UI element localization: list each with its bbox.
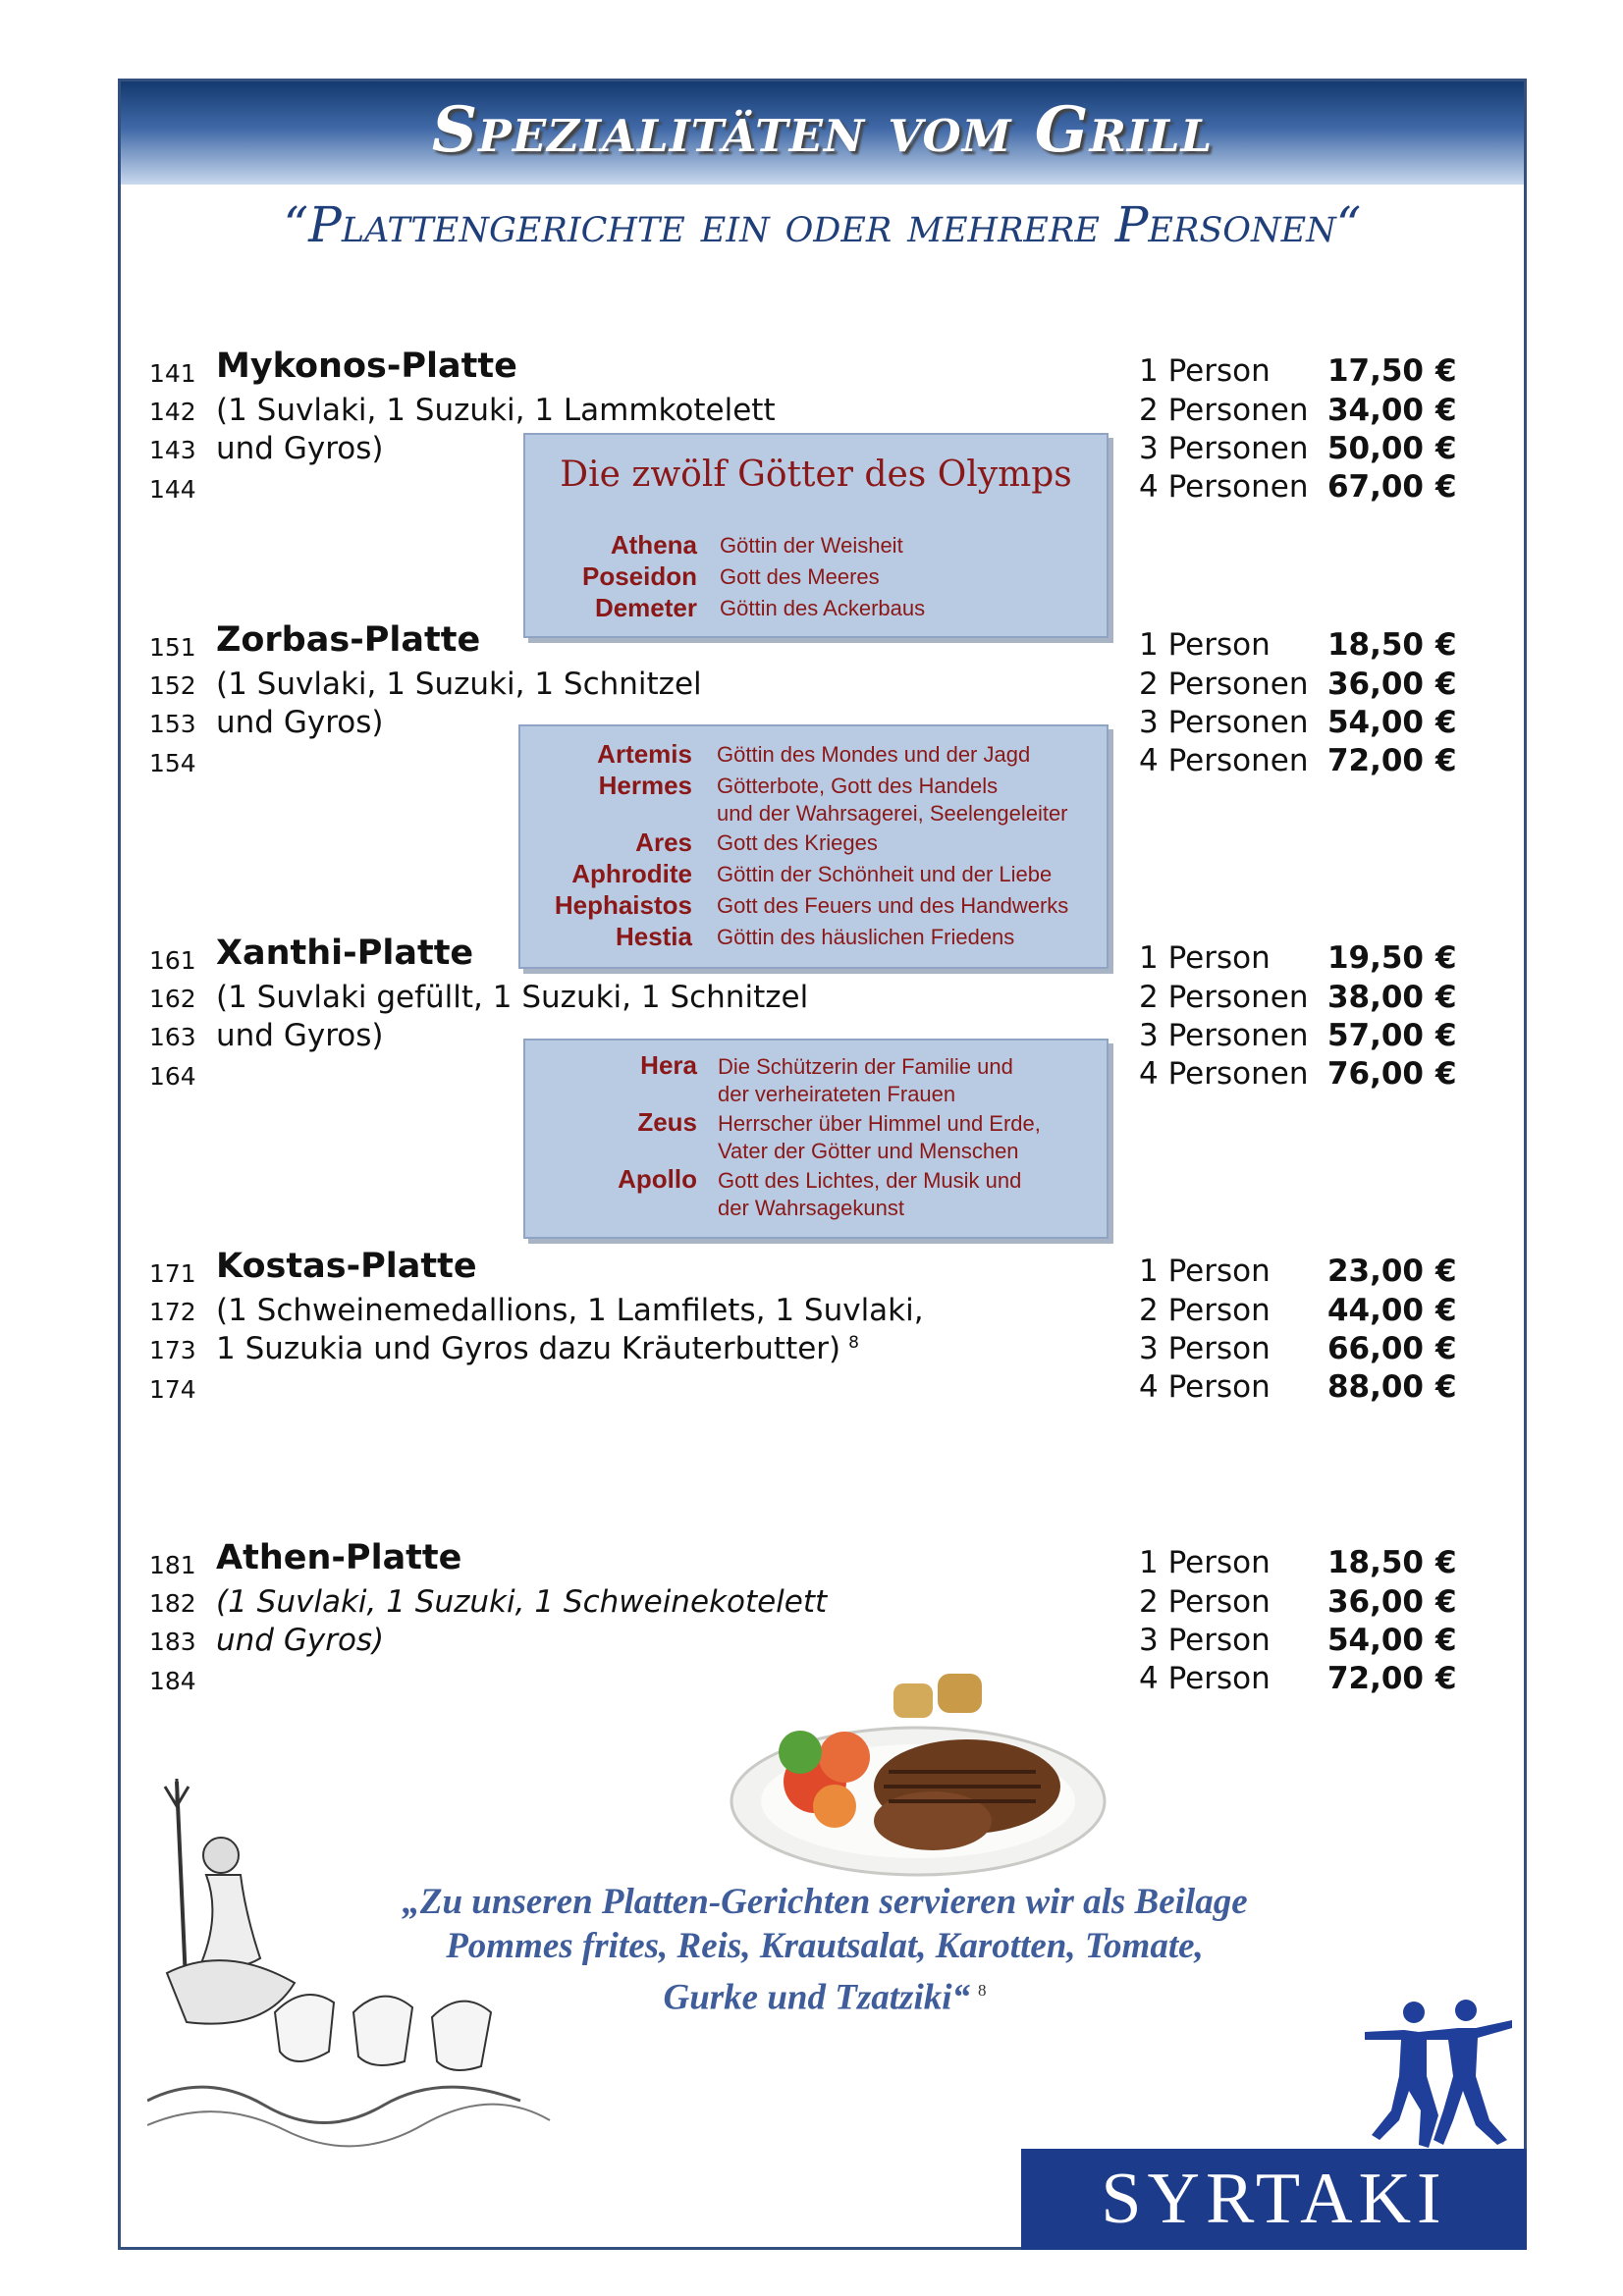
god-name: Artemis	[597, 739, 692, 769]
god-description: der verheirateten Frauen	[718, 1082, 956, 1106]
item-number: 142	[149, 398, 196, 426]
portion-price: 67,00	[1326, 469, 1424, 505]
portion-price: 18,50	[1326, 627, 1424, 663]
god-description: Götterbote, Gott des Handels	[717, 774, 999, 798]
god-name: Zeus	[637, 1107, 697, 1137]
currency-symbol: €	[1435, 1056, 1457, 1092]
portion-price: 54,00	[1326, 705, 1424, 740]
portion-persons: 3 Person	[1139, 1331, 1271, 1366]
side-dishes-line	[353, 1968, 1296, 2019]
item-number: 182	[149, 1589, 196, 1618]
god-name: Hephaistos	[554, 890, 692, 920]
portion-persons: 3 Personen	[1139, 1018, 1309, 1053]
god-description: Gott des Krieges	[717, 830, 878, 855]
item-number: 171	[149, 1259, 196, 1288]
portion-price: 66,00	[1326, 1331, 1424, 1366]
item-number: 153	[149, 710, 196, 738]
currency-symbol: €	[1435, 353, 1457, 389]
portion-price: 54,00	[1326, 1623, 1424, 1658]
portion-price: 72,00	[1326, 1661, 1424, 1696]
god-description: Herrscher über Himmel und Erde,	[718, 1111, 1041, 1136]
god-description: Die Schützerin der Familie und	[718, 1054, 1013, 1079]
page-title: Spezialitäten vom Grill	[431, 93, 1214, 167]
dish-name: Kostas-Platte	[216, 1247, 477, 1286]
item-number: 141	[149, 359, 196, 388]
god-description: Göttin der Schönheit und der Liebe	[717, 862, 1053, 886]
item-number: 162	[149, 985, 196, 1013]
item-number: 174	[149, 1375, 196, 1404]
god-description: Gott des Feuers und des Handwerks	[717, 893, 1069, 918]
portion-price: 57,00	[1326, 1018, 1424, 1053]
dish-description: (1 Suvlaki, 1 Suzuki, 1 Schweinekotelett	[216, 1584, 828, 1620]
dish-description: (1 Suvlaki gefüllt, 1 Suzuki, 1 Schnitzel	[216, 980, 809, 1015]
footnote-marker: 8	[848, 1332, 859, 1353]
syrtaki-logo	[1021, 2149, 1527, 2250]
item-number: 151	[149, 633, 196, 662]
god-name: Hermes	[598, 771, 692, 800]
dish-description: (1 Suvlaki, 1 Suzuki, 1 Lammkotelett	[216, 393, 776, 428]
portion-persons: 2 Personen	[1139, 393, 1309, 428]
currency-symbol: €	[1435, 1584, 1457, 1620]
dish-description: und Gyros)	[216, 705, 384, 740]
portion-price: 19,50	[1326, 940, 1424, 976]
gods-info-box-3	[523, 1039, 1109, 1239]
portion-price: 23,00	[1326, 1254, 1424, 1289]
grill-plate-image	[722, 1664, 1114, 1890]
currency-symbol: €	[1435, 1623, 1457, 1658]
item-number: 172	[149, 1298, 196, 1326]
portion-persons: 1 Person	[1139, 627, 1271, 663]
gods-info-box-2	[518, 724, 1109, 969]
portion-persons: 1 Person	[1139, 940, 1271, 976]
portion-price: 76,00	[1326, 1056, 1424, 1092]
dish-description: und Gyros)	[216, 1623, 385, 1658]
portion-persons: 4 Personen	[1139, 1056, 1309, 1092]
portion-price: 36,00	[1326, 667, 1424, 702]
currency-symbol: €	[1435, 667, 1457, 702]
currency-symbol: €	[1435, 940, 1457, 976]
portion-persons: 3 Person	[1139, 1623, 1271, 1658]
currency-symbol: €	[1435, 1545, 1457, 1580]
portion-persons: 4 Person	[1139, 1661, 1271, 1696]
dish-name: Mykonos-Platte	[216, 347, 517, 386]
portion-price: 36,00	[1326, 1584, 1424, 1620]
portion-price: 44,00	[1326, 1293, 1424, 1328]
gods-info-box-1	[523, 433, 1109, 638]
side-dishes-note	[353, 1880, 1296, 2019]
currency-symbol: €	[1435, 1018, 1457, 1053]
currency-symbol: €	[1435, 469, 1457, 505]
currency-symbol: €	[1435, 1293, 1457, 1328]
currency-symbol: €	[1435, 1661, 1457, 1696]
dish-description: (1 Schweinemedallions, 1 Lamfilets, 1 Suvlaki,	[216, 1293, 924, 1328]
god-name: Ares	[635, 828, 692, 857]
currency-symbol: €	[1435, 1369, 1457, 1405]
item-number: 173	[149, 1336, 196, 1364]
dish-description	[216, 1331, 859, 1366]
god-name: Aphrodite	[571, 859, 692, 888]
side-dishes-line: Pommes frites, Reis, Krautsalat, Karotten, Tomate,	[446, 1926, 1204, 1966]
dish-name: Athen-Platte	[216, 1538, 462, 1577]
dancers-icon	[1360, 1993, 1517, 2150]
item-number: 181	[149, 1551, 196, 1579]
god-description: Göttin des Ackerbaus	[720, 596, 926, 620]
currency-symbol: €	[1435, 431, 1457, 466]
portion-price: 34,00	[1326, 393, 1424, 428]
dish-description-text: 1 Suzukia und Gyros dazu Kräuterbutter)	[216, 1331, 841, 1366]
god-name: Hera	[640, 1050, 697, 1080]
god-name: Apollo	[618, 1164, 697, 1194]
god-description: Gott des Lichtes, der Musik und	[718, 1168, 1022, 1193]
portion-price: 88,00	[1326, 1369, 1424, 1405]
side-dishes-text: Gurke und Tzatziki“	[663, 1977, 970, 2018]
portion-persons: 1 Person	[1139, 1545, 1271, 1580]
logo-text: SYRTAKI	[1101, 2159, 1447, 2239]
god-name: Athena	[610, 530, 697, 560]
dish-description: und Gyros)	[216, 431, 384, 466]
currency-symbol: €	[1435, 627, 1457, 663]
portion-price: 17,50	[1326, 353, 1424, 389]
item-number: 152	[149, 671, 196, 700]
portion-price: 72,00	[1326, 743, 1424, 778]
god-name: Hestia	[615, 922, 692, 951]
dish-name: Xanthi-Platte	[216, 934, 474, 973]
currency-symbol: €	[1435, 743, 1457, 778]
dish-description: (1 Suvlaki, 1 Suzuki, 1 Schnitzel	[216, 667, 702, 702]
portion-persons: 4 Person	[1139, 1369, 1271, 1405]
portion-persons: 3 Personen	[1139, 705, 1309, 740]
god-description: Göttin der Weisheit	[720, 533, 903, 558]
portion-persons: 2 Person	[1139, 1293, 1271, 1328]
god-description: und der Wahrsagerei, Seelengeleiter	[717, 801, 1068, 826]
dish-description: und Gyros)	[216, 1018, 384, 1053]
god-description: der Wahrsagekunst	[718, 1196, 904, 1220]
god-name: Poseidon	[581, 561, 697, 591]
footnote-marker: 8	[978, 1981, 987, 2000]
dish-name: Zorbas-Platte	[216, 620, 481, 660]
god-description: Gott des Meeres	[720, 564, 880, 589]
gods-box-title: Die zwölf Götter des Olymps	[560, 454, 1072, 495]
god-description: Vater der Götter und Menschen	[718, 1139, 1019, 1163]
portion-persons: 1 Person	[1139, 1254, 1271, 1289]
portion-persons: 4 Personen	[1139, 469, 1309, 505]
portion-persons: 2 Personen	[1139, 980, 1309, 1015]
currency-symbol: €	[1435, 1331, 1457, 1366]
currency-symbol: €	[1435, 1254, 1457, 1289]
portion-price: 38,00	[1326, 980, 1424, 1015]
item-number: 161	[149, 946, 196, 975]
god-name: Demeter	[594, 593, 697, 622]
item-number: 154	[149, 749, 196, 777]
item-number: 143	[149, 436, 196, 464]
portion-persons: 1 Person	[1139, 353, 1271, 389]
item-number: 164	[149, 1062, 196, 1091]
portion-persons: 2 Person	[1139, 1584, 1271, 1620]
currency-symbol: €	[1435, 980, 1457, 1015]
portion-price: 18,50	[1326, 1545, 1424, 1580]
page-subtitle: “Plattengerichte ein oder mehrere Personen“	[283, 196, 1362, 253]
currency-symbol: €	[1435, 393, 1457, 428]
portion-persons: 4 Personen	[1139, 743, 1309, 778]
god-description: Göttin des häuslichen Friedens	[717, 925, 1015, 949]
god-description: Göttin des Mondes und der Jagd	[717, 742, 1031, 767]
item-number: 183	[149, 1628, 196, 1656]
portion-price: 50,00	[1326, 431, 1424, 466]
item-number: 163	[149, 1023, 196, 1051]
item-number: 184	[149, 1667, 196, 1695]
currency-symbol: €	[1435, 705, 1457, 740]
portion-persons: 3 Personen	[1139, 431, 1309, 466]
side-dishes-line: „Zu unseren Platten-Gerichten servieren wir als Beilage	[402, 1882, 1248, 1922]
item-number: 144	[149, 475, 196, 504]
portion-persons: 2 Personen	[1139, 667, 1309, 702]
